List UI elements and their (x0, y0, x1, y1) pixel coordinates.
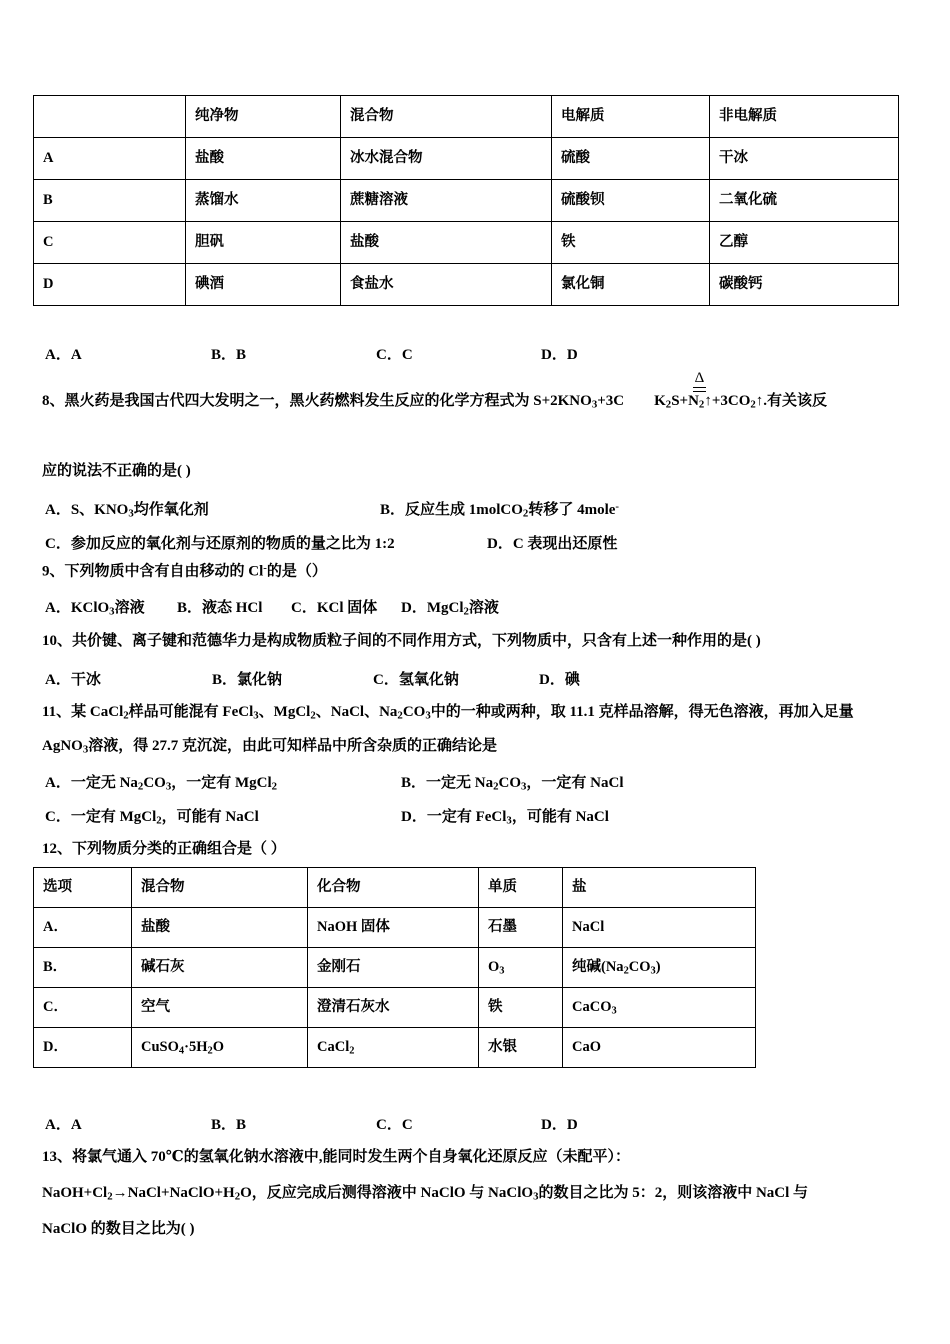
q8-stem-text-f: ↑.有关该反 (755, 393, 828, 409)
question-11-stem-line-2 (42, 737, 497, 757)
table-cell-header-compound: 化合物 (308, 868, 479, 908)
table-cell-pure: 盐酸 (186, 138, 341, 180)
q9-opt-d-text-2: 溶液 (468, 600, 499, 616)
cell-salt-text-2: CO (628, 958, 651, 975)
q11-opt-a-sub-3: 2 (271, 780, 278, 793)
table-cell-option: D． (34, 1028, 132, 1068)
question-10-option-c[interactable]: C．氢氧化钠 (373, 672, 459, 688)
q11-opt-b-sub-2: 3 (521, 780, 527, 793)
table-cell-salt (563, 948, 756, 988)
q8-opt-b-sup: - (615, 500, 620, 513)
table-cell-electrolyte: 氯化铜 (552, 264, 710, 306)
reaction-condition-delta (693, 371, 706, 392)
q13-text-3: O，反应完成后测得溶液中 NaClO 与 NaClO (240, 1185, 534, 1201)
table-cell-option: A (34, 138, 186, 180)
table-cell-compound (308, 1028, 479, 1068)
cell-mixture-text-1: CuSO (141, 1038, 179, 1055)
table-cell-header-salt: 盐 (563, 868, 756, 908)
table-cell-electrolyte: 铁 (552, 222, 710, 264)
table-cell-option: B (34, 180, 186, 222)
table-cell-element: 石墨 (479, 908, 563, 948)
table-cell-option: A． (34, 908, 132, 948)
table-row (34, 138, 899, 180)
substance-classification-table (33, 95, 899, 306)
table-row (34, 948, 756, 988)
table-row (34, 908, 756, 948)
q11-opt-a-sub-2: 3 (165, 780, 172, 793)
table-header-row (34, 96, 899, 138)
q11-opt-b-2: CO (498, 775, 521, 791)
answer-option-a[interactable]: A．A (45, 1117, 82, 1133)
table-cell-header-blank (34, 96, 186, 138)
question-9-option-c[interactable]: C．KCl 固体 (291, 600, 378, 616)
question-11-option-a[interactable] (45, 771, 277, 792)
table-cell-mixture: 蔗糖溶液 (341, 180, 552, 222)
table-cell-mixture: 碱石灰 (132, 948, 308, 988)
q11-stem-text-1: 11、某 CaCl (42, 704, 124, 720)
question-9-option-b[interactable]: B．液态 HCl (177, 600, 263, 616)
table-cell-nonelectrolyte: 乙醇 (710, 222, 899, 264)
table-cell-mixture: 空气 (132, 988, 308, 1028)
q8-stem-text-c: K (654, 393, 666, 409)
table-cell-option: C (34, 222, 186, 264)
q8-opt-b-text-2: 转移了 4mole (528, 502, 616, 518)
q11-opt-a-2: CO (143, 775, 166, 791)
answer-option-c[interactable]: C．C (376, 1117, 413, 1133)
q11-sub-5: 3 (425, 709, 431, 722)
table-row (34, 222, 899, 264)
cell-mixture-sub-2: 2 (207, 1044, 213, 1056)
q8-stem-text-d: S+N (671, 393, 699, 409)
q13-text-4: 的数目之比为 5：2，则该溶液中 NaCl 与 (538, 1185, 809, 1201)
q9-stem-text-1: 9、下列物质中含有自由移动的 Cl (42, 563, 264, 580)
q8-opt-a-text-1: A．S、KNO (45, 502, 129, 518)
table-cell-pure: 胆矾 (186, 222, 341, 264)
question-13-line-1: 13、将氯气通入 70℃的氢氧化钠水溶液中,能同时发生两个自身氧化还原反应（未配平）： (42, 1149, 630, 1165)
table-cell-salt: CaO (563, 1028, 756, 1068)
q13-text-2: →NaCl+NaClO+H (112, 1185, 235, 1201)
table-row (34, 264, 899, 306)
table-cell-mixture: 盐酸 (132, 908, 308, 948)
table-row (34, 988, 756, 1028)
question-8-option-a[interactable] (45, 498, 209, 519)
table-header-row (34, 868, 756, 908)
table-cell-element (479, 948, 563, 988)
q13-sub-1: 2 (107, 1190, 113, 1203)
q8-sub-3: 2 (698, 398, 705, 411)
question-10-option-d[interactable]: D．碘 (539, 672, 580, 688)
table-cell-mixture: 盐酸 (341, 222, 552, 264)
question-13-line-2 (42, 1184, 808, 1204)
question-10-option-a[interactable]: A．干冰 (45, 672, 101, 688)
q8-opt-a-sub: 3 (128, 507, 134, 520)
q8-sub-1: 3 (591, 398, 598, 411)
cell-mixture-text-2: ·5H (184, 1038, 208, 1055)
q11-opt-c-sub-1: 2 (156, 814, 162, 827)
q11-opt-a-1: A．一定无 Na (45, 775, 138, 791)
table-cell-header-option: 选项 (34, 868, 132, 908)
question-10-option-b[interactable]: B．氯化钠 (212, 672, 283, 688)
q11-opt-c-1: C．一定有 MgCl (45, 809, 157, 825)
cell-salt-sub-1: 3 (611, 1004, 617, 1016)
table-cell-pure: 蒸馏水 (186, 180, 341, 222)
q11-opt-a-3: ，一定有 MgCl (171, 775, 272, 791)
q11-stem2-text-1: AgNO (42, 738, 83, 754)
answer-option-d[interactable]: D．D (541, 347, 578, 363)
table-cell-mixture: 食盐水 (341, 264, 552, 306)
q11-opt-b-3: ，一定有 NaCl (526, 775, 624, 791)
q8-stem-text-b: +3C (597, 393, 625, 409)
table-cell-compound: NaOH 固体 (308, 908, 479, 948)
cell-element-text: O (488, 958, 500, 975)
q11-stem-text-5: CO (402, 704, 426, 720)
answer-option-d[interactable]: D．D (541, 1117, 578, 1133)
q11-opt-a-sub-1: 2 (137, 780, 144, 793)
cell-salt-text-1: CaCO (572, 998, 612, 1015)
question-8-option-d[interactable]: D．C 表现出还原性 (487, 536, 618, 552)
table-cell-mixture (132, 1028, 308, 1068)
question-8-stem-line-2: 应的说法不正确的是( ) (42, 463, 191, 479)
table-cell-nonelectrolyte: 干冰 (710, 138, 899, 180)
table-cell-header-nonelectrolyte: 非电解质 (710, 96, 899, 138)
table-row (34, 180, 899, 222)
question-12-stem: 12、下列物质分类的正确组合是（ ） (42, 841, 286, 857)
q8-sub-4: 2 (750, 398, 756, 411)
answer-option-b[interactable]: B．B (211, 1117, 247, 1133)
q8-opt-a-text-2: 均作氧化剂 (133, 502, 209, 518)
table-cell-salt (563, 988, 756, 1028)
table-cell-compound: 澄清石灰水 (308, 988, 479, 1028)
table-cell-mixture: 冰水混合物 (341, 138, 552, 180)
q11-stem2-text-2: 溶液，得 27.7 克沉淀，由此可知样品中所含杂质的正确结论是 (88, 738, 498, 754)
q9-opt-a-sub: 3 (109, 605, 115, 618)
table-cell-option: C． (34, 988, 132, 1028)
question-11-option-c[interactable] (45, 805, 259, 826)
table-cell-header-electrolyte: 电解质 (552, 96, 710, 138)
question-9-option-d[interactable] (401, 596, 499, 617)
cell-salt-text-1: 纯碱(Na (572, 958, 624, 975)
q13-sub-2: 2 (234, 1190, 241, 1203)
q11-opt-d-2: ，可能有 NaCl (511, 809, 609, 825)
table-cell-nonelectrolyte: 二氧化硫 (710, 180, 899, 222)
q11-sub-4: 2 (397, 709, 403, 722)
q11-opt-b-1: B．一定无 Na (401, 775, 494, 791)
q11-stem-text-4: 、NaCl、Na (315, 704, 398, 720)
q13-text-1: NaOH+Cl (42, 1185, 108, 1201)
table-cell-salt: NaCl (563, 908, 756, 948)
question-10-stem: 10、共价键、离子键和范德华力是构成物质粒子间的不同作用方式，下列物质中，只含有上述一种作用的是( ) (42, 633, 761, 649)
cell-salt-sub-1: 2 (623, 964, 629, 976)
q8-opt-b-sub: 2 (522, 507, 529, 520)
q11-opt-c-2: ，可能有 NaCl (161, 809, 259, 825)
cell-mixture-text-3: O (212, 1038, 224, 1055)
q9-opt-d-sub: 2 (463, 605, 469, 618)
table-cell-header-element: 单质 (479, 868, 563, 908)
table-cell-element: 铁 (479, 988, 563, 1028)
table-cell-header-mixture: 混合物 (132, 868, 308, 908)
q9-opt-a-text-2: 溶液 (114, 600, 145, 616)
q11-opt-b-sub-1: 2 (493, 780, 499, 793)
answer-option-c[interactable]: C．C (376, 347, 413, 363)
question-8-option-b[interactable] (380, 498, 619, 519)
q8-stem-text-a: 8、黑火药是我国古代四大发明之一，黑火药燃料发生反应的化学方程式为 S+2KNO (42, 393, 592, 409)
q11-stem-text-2: 样品可能混有 FeCl (128, 704, 254, 720)
cell-compound-sub-1: 2 (349, 1044, 355, 1056)
question-11-option-d[interactable] (401, 805, 609, 826)
q11-stem-text-3: 、MgCl (258, 704, 311, 720)
q11-opt-d-1: D．一定有 FeCl (401, 809, 507, 825)
answer-option-b[interactable]: B．B (211, 347, 247, 363)
answer-option-a[interactable]: A．A (45, 347, 82, 363)
delta-symbol: Δ (694, 370, 705, 386)
classification-combination-table (33, 867, 756, 1068)
question-9-option-a[interactable] (45, 596, 145, 617)
table-cell-electrolyte: 硫酸钡 (552, 180, 710, 222)
cell-salt-text-3: ) (655, 958, 661, 975)
table-row (34, 1028, 756, 1068)
q11-sub-1: 2 (123, 709, 129, 722)
q8-stem-text-e: ↑+3CO (704, 393, 751, 409)
cell-compound-text-1: CaCl (317, 1038, 350, 1055)
q9-opt-a-text-1: A．KClO (45, 600, 110, 616)
table-cell-electrolyte: 硫酸 (552, 138, 710, 180)
q9-opt-d-text-1: D．MgCl (401, 600, 464, 616)
table-cell-option: D (34, 264, 186, 306)
table-cell-compound: 金刚石 (308, 948, 479, 988)
question-11-option-b[interactable] (401, 771, 624, 792)
q11-stem2-sub-1: 3 (82, 743, 89, 756)
q11-sub-2: 3 (253, 709, 259, 722)
table-cell-nonelectrolyte: 碳酸钙 (710, 264, 899, 306)
q11-sub-3: 2 (310, 709, 316, 722)
table-cell-option: B． (34, 948, 132, 988)
table-cell-header-mixture: 混合物 (341, 96, 552, 138)
q8-sub-2: 2 (665, 398, 672, 411)
question-8-stem-line-1 (42, 392, 827, 412)
cell-mixture-sub-1: 4 (178, 1044, 185, 1056)
q8-opt-b-text-1: B．反应生成 1molCO (380, 502, 523, 518)
table-cell-pure: 碘酒 (186, 264, 341, 306)
question-11-stem-line-1 (42, 703, 854, 723)
question-8-option-c[interactable]: C．参加反应的氧化剂与还原剂的物质的量之比为 1:2 (45, 536, 395, 552)
table-cell-element: 水银 (479, 1028, 563, 1068)
question-13-line-3: NaClO 的数目之比为( ) (42, 1221, 195, 1237)
q11-stem-text-6: 中的一种或两种，取 11.1 克样品溶解，得无色溶液，再加入足量 (430, 704, 854, 720)
question-9-stem (42, 562, 327, 581)
q9-stem-text-2: 的是（） (266, 563, 327, 580)
q11-opt-d-sub-1: 3 (506, 814, 512, 827)
q9-stem-sup: - (263, 562, 267, 574)
cell-salt-sub-2: 3 (650, 964, 656, 976)
q13-sub-3: 3 (533, 1190, 539, 1203)
cell-element-sub: 3 (499, 964, 505, 976)
table-cell-header-pure: 纯净物 (186, 96, 341, 138)
